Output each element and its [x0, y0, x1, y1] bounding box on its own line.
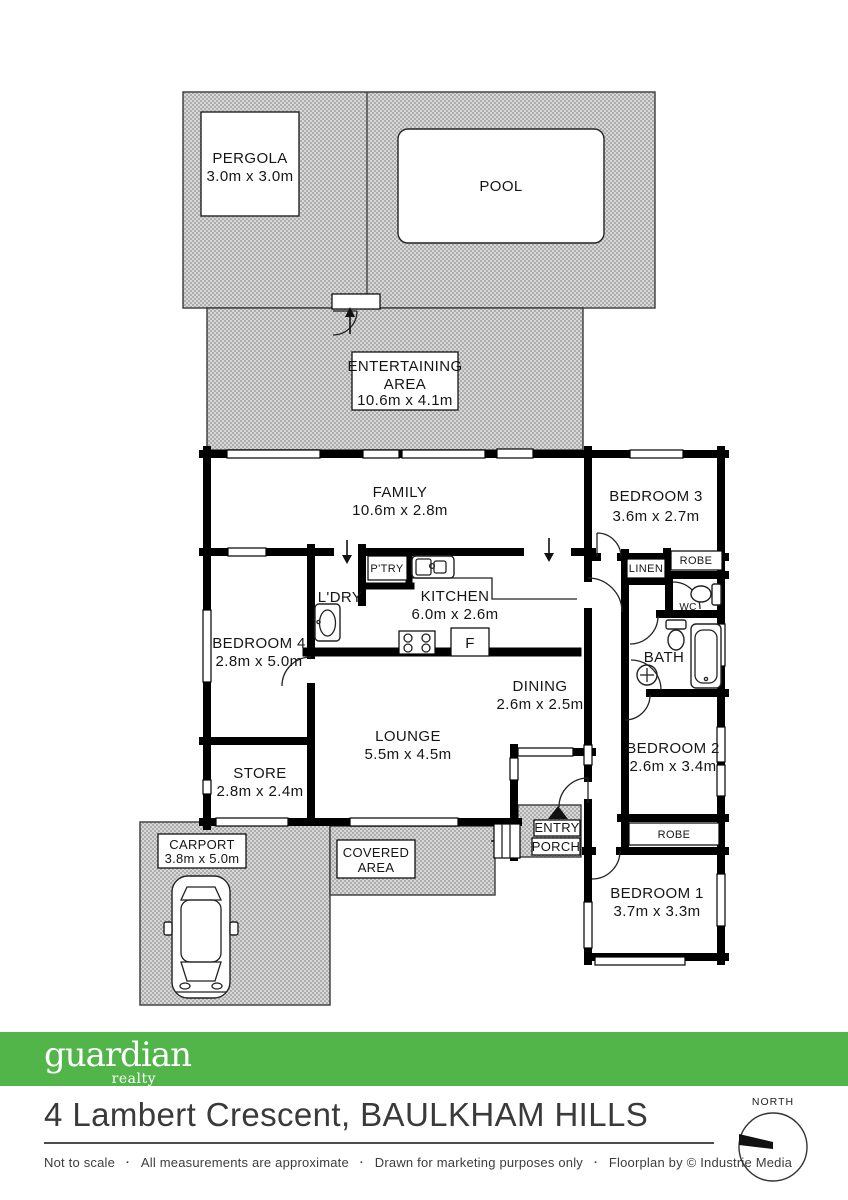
window: [363, 450, 399, 458]
family-label: FAMILY: [372, 484, 428, 501]
kitchen-dims: 6.0m x 2.6m: [411, 606, 499, 623]
window: [497, 449, 533, 458]
hall-door-arc: [588, 578, 622, 612]
disclaimer-line: [44, 1155, 792, 1170]
yard-step: [332, 294, 380, 309]
bedroom2-dims: 2.6m x 3.4m: [629, 758, 717, 775]
stove-icon: [399, 631, 435, 654]
robe-top-label: ROBE: [679, 555, 713, 567]
bedroom3-dims: 3.6m x 2.7m: [612, 508, 700, 525]
window: [717, 765, 725, 796]
bedroom1-label: BEDROOM 1: [610, 885, 704, 902]
lounge-dims: 5.5m x 4.5m: [364, 746, 452, 763]
kitchen-label: KITCHEN: [420, 588, 490, 605]
window: [216, 818, 288, 826]
lounge-label: LOUNGE: [375, 728, 441, 745]
bedroom1-door-arc: [592, 851, 620, 879]
pergola-dims: 3.0m x 3.0m: [206, 168, 294, 185]
pool-label: POOL: [479, 178, 523, 195]
kitchen-sink-icon: [412, 556, 454, 578]
window: [510, 758, 518, 780]
window: [203, 780, 211, 794]
window: [584, 745, 592, 765]
window: [630, 450, 683, 458]
entry-label: ENTRY: [534, 820, 580, 835]
window: [228, 548, 266, 556]
covered-label-1: COVERED: [342, 845, 410, 860]
brand-sub-name: realty: [111, 1070, 156, 1087]
entertaining-dims: 10.6m x 4.1m: [357, 392, 453, 409]
window: [350, 818, 458, 826]
disclaimer-item: Drawn for marketing purposes only: [374, 1155, 583, 1170]
window: [717, 874, 725, 926]
down-arrow-icon: [342, 555, 352, 564]
dining-label: DINING: [512, 678, 568, 695]
window: [518, 748, 573, 756]
bedroom2-label: BEDROOM 2: [626, 740, 720, 757]
window: [584, 902, 592, 948]
bedroom4-label: BEDROOM 4: [212, 635, 306, 652]
laundry-label: L'DRY: [317, 589, 363, 606]
family-dims: 10.6m x 2.8m: [352, 502, 448, 519]
car-icon: [164, 876, 238, 998]
wc-label: WC: [679, 602, 697, 613]
disclaimer-item: All measurements are approximate: [140, 1155, 349, 1170]
store-dims: 2.8m x 2.4m: [216, 783, 304, 800]
page-title: 4 Lambert Crescent, BAULKHAM HILLS: [44, 1096, 649, 1133]
covered-label-2: AREA: [357, 860, 395, 875]
bathtub-icon: [691, 624, 721, 688]
disclaimer-separator: ·: [126, 1157, 130, 1169]
window: [227, 450, 320, 458]
entry-door-arc: [559, 778, 588, 807]
window: [402, 450, 485, 458]
bedroom3-label: BEDROOM 3: [609, 488, 703, 505]
carport-label: CARPORT: [169, 837, 235, 852]
pantry-label: P'TRY: [370, 563, 404, 575]
window: [203, 610, 211, 682]
disclaimer-item: Not to scale: [44, 1155, 116, 1170]
disclaimer-separator: ·: [594, 1157, 598, 1169]
bath-toilet-icon: [666, 620, 686, 650]
compass-needle-icon: [739, 1134, 773, 1149]
entertaining-label-1: ENTERTAINING: [347, 358, 463, 375]
entry-steps: [494, 824, 520, 858]
window: [595, 957, 685, 965]
title-divider: [44, 1142, 714, 1144]
carport-dims: 3.8m x 5.0m: [164, 851, 240, 866]
store-label: STORE: [233, 765, 287, 782]
bedroom4-dims: 2.8m x 5.0m: [215, 653, 303, 670]
laundry-tub-icon: [315, 604, 340, 641]
dining-dims: 2.6m x 2.5m: [496, 696, 584, 713]
robe-bottom-label: ROBE: [657, 829, 691, 841]
porch-label: PORCH: [531, 839, 581, 854]
entertaining-label-2: AREA: [383, 376, 427, 393]
bath-label: BATH: [643, 649, 685, 666]
brand-name: guardian: [44, 1035, 191, 1075]
compass-label: NORTH: [751, 1096, 795, 1108]
pergola-label: PERGOLA: [212, 150, 288, 167]
linen-label: LINEN: [628, 563, 664, 575]
bedroom1-dims: 3.7m x 3.3m: [613, 903, 701, 920]
disclaimer-item: Floorplan by © Industrie Media: [608, 1155, 793, 1170]
bath-door-arc: [630, 616, 658, 644]
disclaimer-separator: ·: [359, 1157, 364, 1169]
brand-logo: [44, 1035, 191, 1087]
fridge-label: F: [465, 635, 475, 652]
down-arrow-icon: [544, 553, 554, 562]
north-compass: [726, 1090, 822, 1194]
